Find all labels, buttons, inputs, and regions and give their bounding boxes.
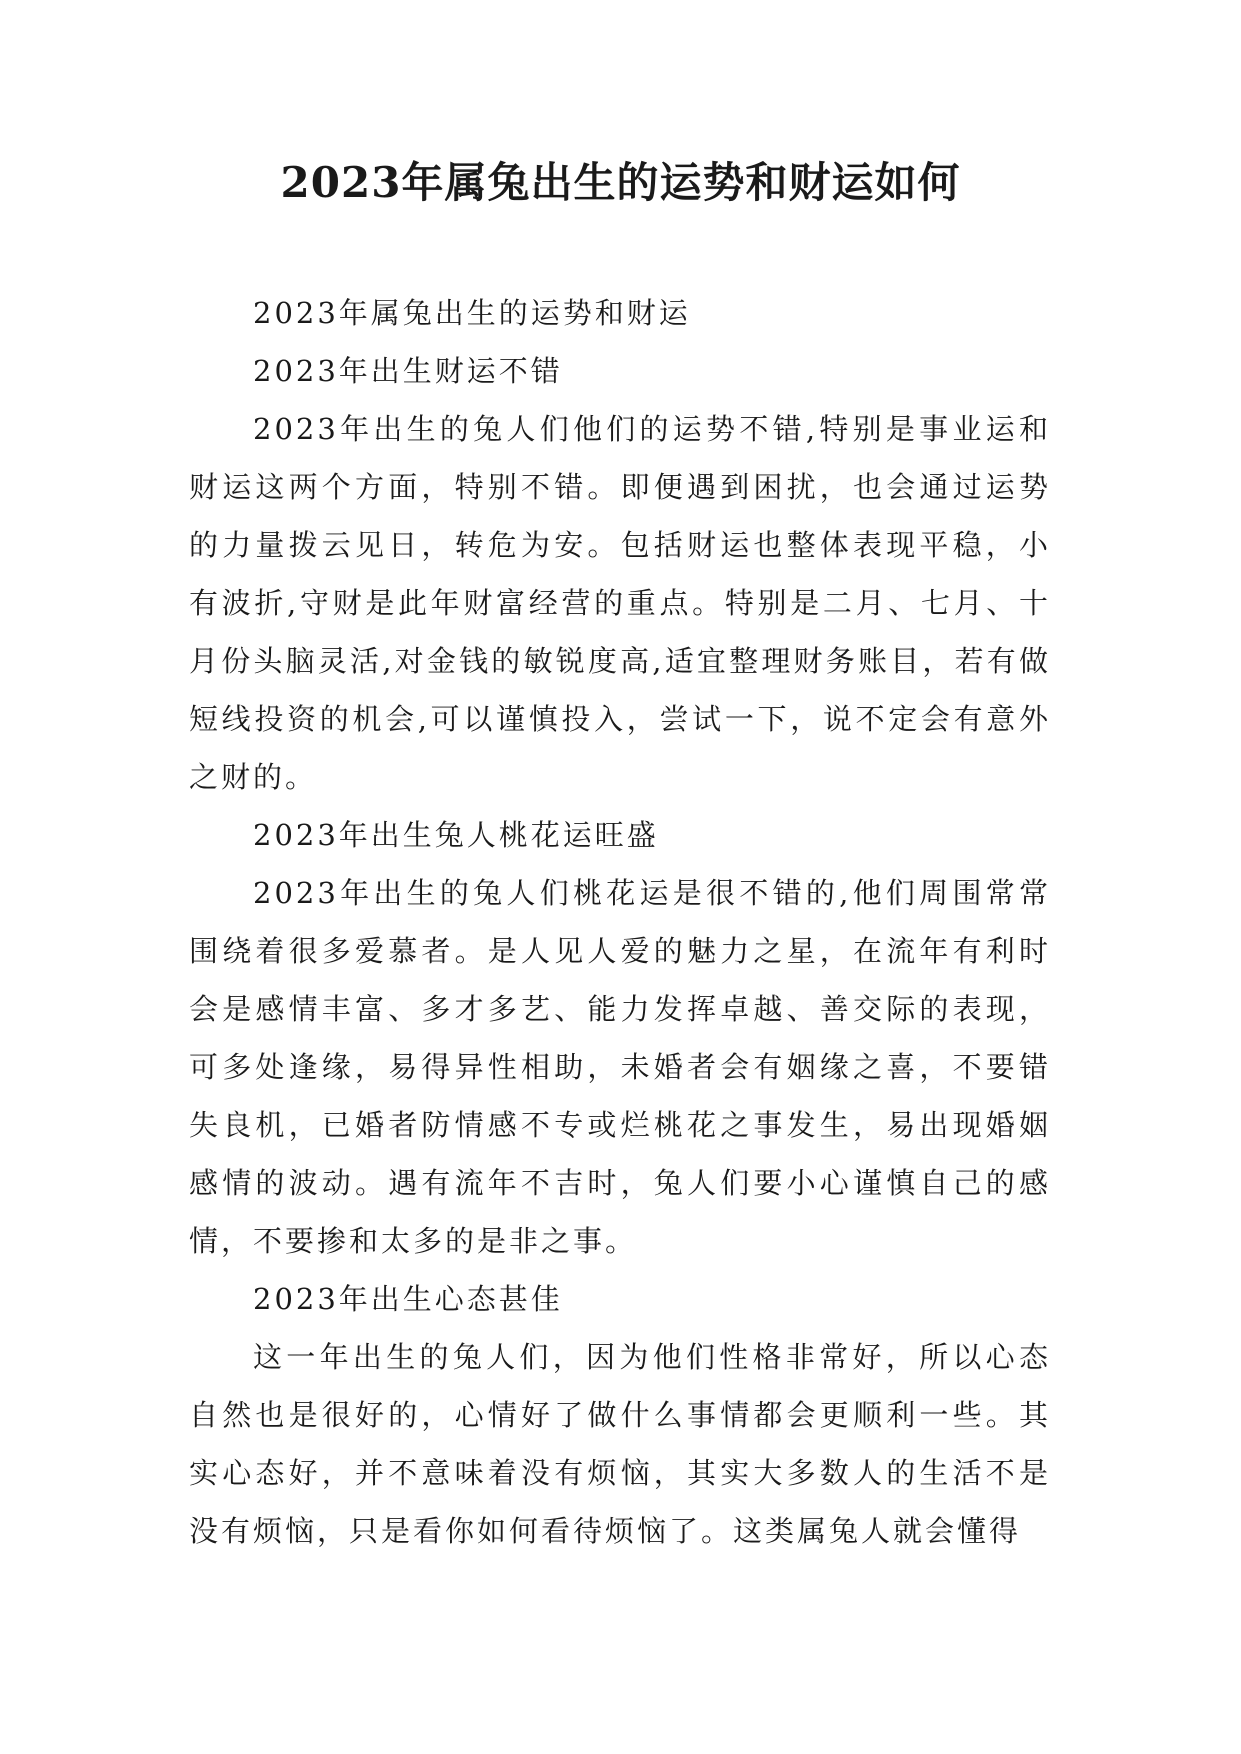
body-paragraph: 2023年出生的兔人们桃花运是很不错的,他们周围常常围绕着很多爱慕者。是人见人爱的魅力之星，在流年有利时会是感情丰富、多才多艺、能力发挥卓越、善交际的表现，可多处逢缘，易得异性相助，未婚者会有姻缘之喜，不要错失良机，已婚者防情感不专或烂桃花之事发生，易出现婚姻感情的波动。遇有流年不吉时，兔人们要小心谨慎自己的感情，不要掺和太多的是非之事。 — [189, 876, 1051, 1258]
section-heading: 2023年属兔出生的运势和财运 — [253, 296, 691, 330]
section-heading: 2023年出生财运不错 — [253, 354, 563, 388]
document-body — [189, 284, 1051, 1560]
section-heading: 2023年出生兔人桃花运旺盛 — [253, 818, 659, 852]
body-paragraph: 这一年出生的兔人们，因为他们性格非常好，所以心态自然也是很好的，心情好了做什么事情都会更顺利一些。其实心态好，并不意味着没有烦恼，其实大多数人的生活不是没有烦恼，只是看你如何看待烦恼了。这类属兔人就会懂得 — [189, 1340, 1051, 1548]
body-paragraph: 2023年出生的兔人们他们的运势不错,特别是事业运和财运这两个方面，特别不错。即便遇到困扰，也会通过运势的力量拨云见日，转危为安。包括财运也整体表现平稳，小有波折,守财是此年财富经营的重点。特别是二月、七月、十月份头脑灵活,对金钱的敏锐度高,适宜整理财务账目，若有做短线投资的机会,可以谨慎投入，尝试一下，说不定会有意外之财的。 — [189, 412, 1051, 794]
document-title: 2023年属兔出生的运势和财运如何 — [280, 158, 961, 207]
section-heading: 2023年出生心态甚佳 — [253, 1282, 563, 1316]
